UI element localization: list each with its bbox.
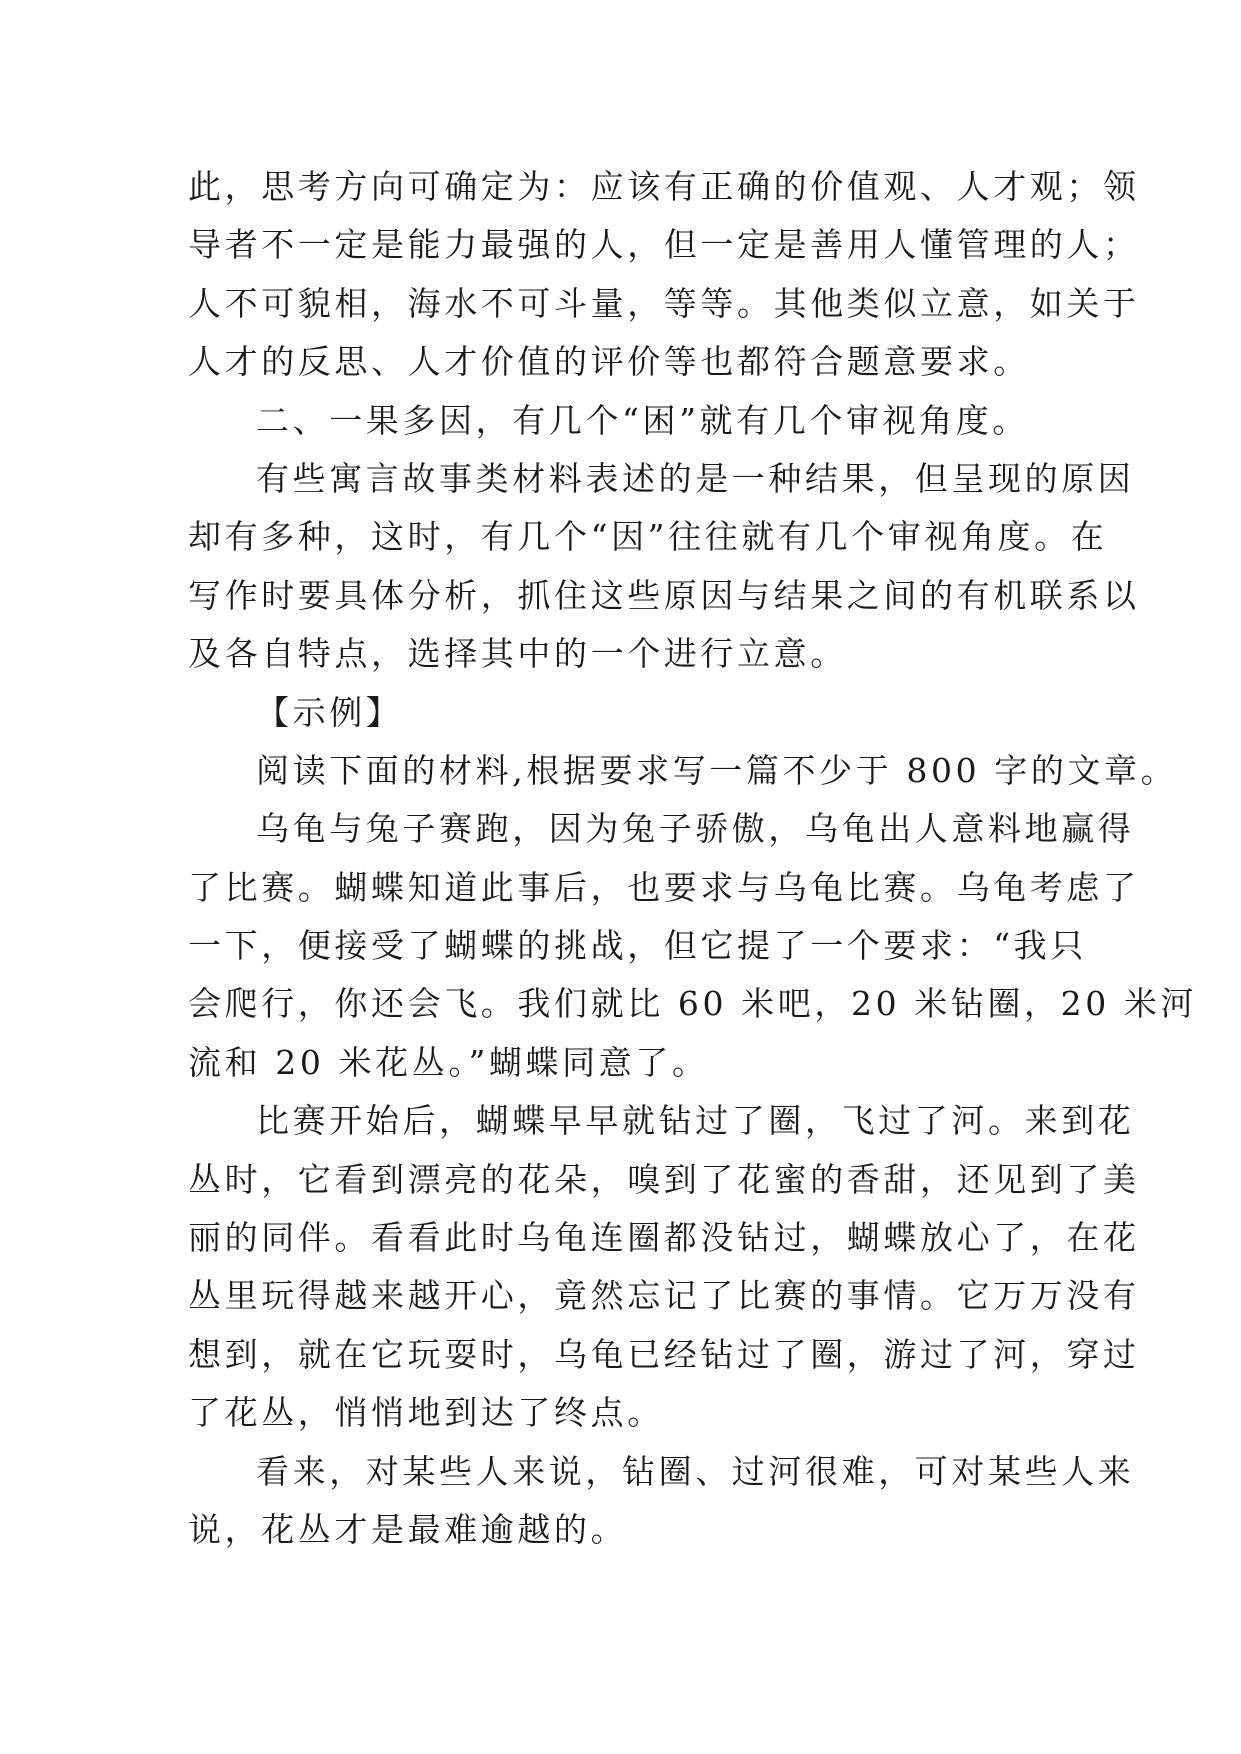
text-line: 人不可貌相，海水不可斗量，等等。其他类似立意，如关于 [188, 283, 1140, 323]
text-line: 丛时，它看到漂亮的花朵，嗅到了花蜜的香甜，还见到了美 [188, 1159, 1140, 1199]
text-line: 有些寓言故事类材料表述的是一种结果，但呈现的原因 [256, 458, 1135, 498]
text-line: 看来，对某些人来说，钻圈、过河很难，可对某些人来 [256, 1451, 1135, 1491]
text-line: 【示例】 [256, 692, 403, 732]
text-line: 了花丛，悄悄地到达了终点。 [188, 1393, 664, 1433]
text-line: 想到，就在它玩耍时，乌龟已经钻过了圈，游过了河，穿过 [188, 1334, 1140, 1374]
document-body [188, 158, 1198, 1559]
text-line: 写作时要具体分析，抓住这些原因与结果之间的有机联系以 [188, 575, 1140, 615]
text-line: 及各自特点，选择其中的一个进行立意。 [188, 634, 847, 674]
text-line: 丽的同伴。看看此时乌龟连圈都没钻过，蝴蝶放心了，在花 [188, 1218, 1140, 1258]
text-line: 了比赛。蝴蝶知道此事后，也要求与乌龟比赛。乌龟考虑了 [188, 867, 1140, 907]
text-line: 此，思考方向可确定为：应该有正确的价值观、人才观；领 [188, 167, 1140, 206]
text-line: 丛里玩得越来越开心，竟然忘记了比赛的事情。它万万没有 [188, 1276, 1140, 1316]
text-line: 流和 20 米花丛。”蝴蝶同意了。 [188, 1042, 709, 1082]
text-line: 阅读下面的材料,根据要求写一篇不少于 800 字的文章。 [256, 750, 1178, 790]
text-line: 二、一果多因，有几个“困”就有几个审视角度。 [256, 400, 1029, 440]
text-line: 乌龟与兔子赛跑，因为兔子骄傲，乌龟出人意料地赢得 [256, 809, 1135, 849]
text-line: 会爬行，你还会飞。我们就比 60 米吧，20 米钻圈，20 米河 [188, 984, 1198, 1024]
text-line: 导者不一定是能力最强的人，但一定是善用人懂管理的人； [188, 225, 1140, 265]
text-line: 人才的反思、人才价值的评价等也都符合题意要求。 [188, 342, 1030, 382]
text-line: 比赛开始后，蝴蝶早早就钻过了圈，飞过了河。来到花 [256, 1101, 1135, 1141]
text-line: 一下，便接受了蝴蝶的挑战，但它提了一个要求：“我只 [188, 926, 1087, 966]
text-line: 说，花丛才是最难逾越的。 [188, 1509, 628, 1549]
text-line: 却有多种，这时，有几个“因”往往就有几个审视角度。在 [188, 517, 1108, 557]
